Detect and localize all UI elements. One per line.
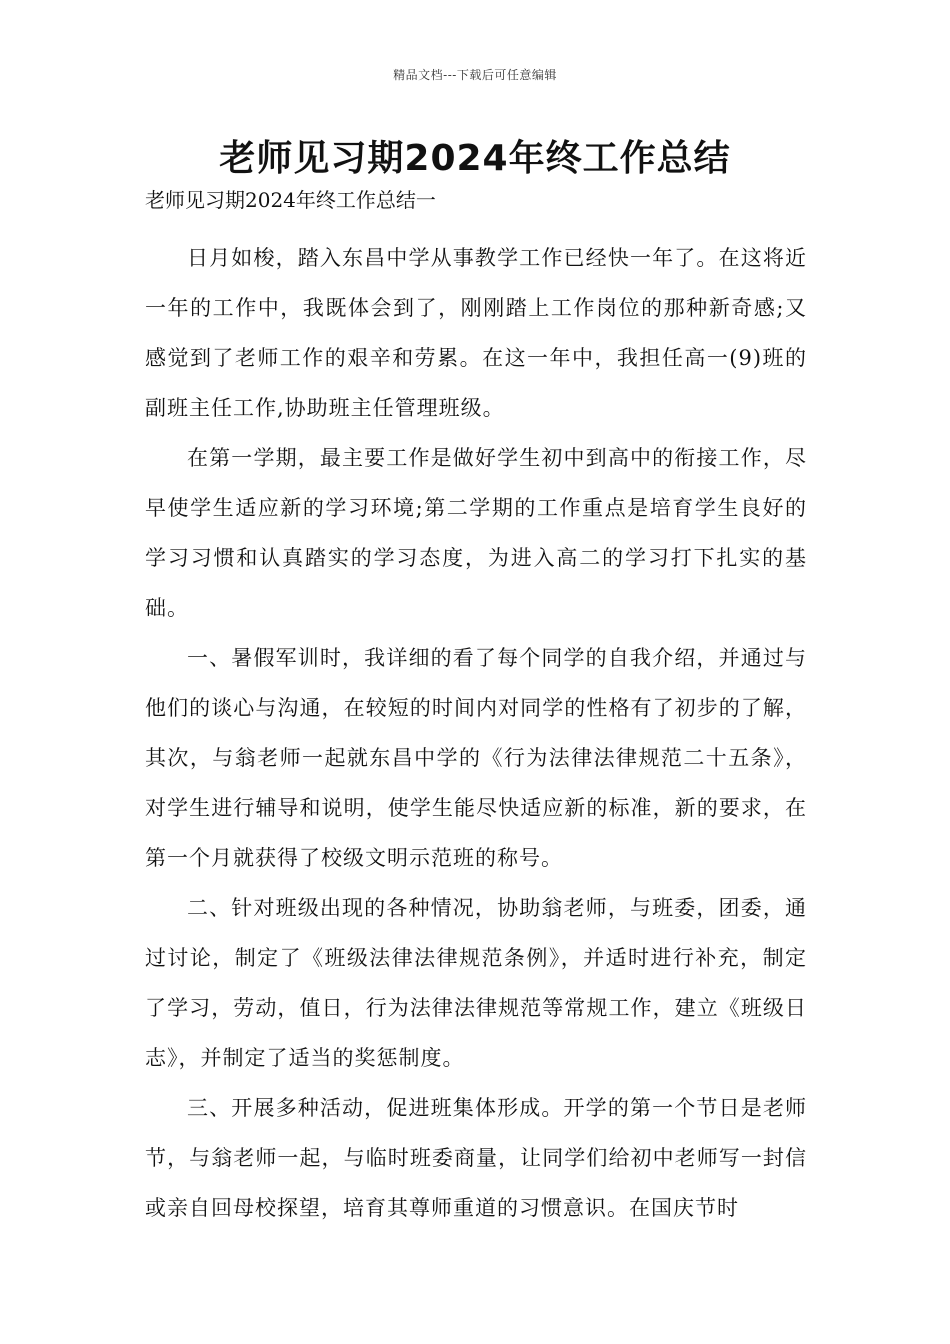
document-subtitle: 老师见习期2024年终工作总结一 (145, 188, 436, 212)
paragraph-5: 三、开展多种活动，促进班集体形成。开学的第一个节日是老师节，与翁老师一起，与临时班委商量，让同学们给初中老师写一封信或亲自回母校探望，培育其尊师重道的习惯意识。在国庆节时 (145, 1096, 807, 1220)
paragraph-4: 二、针对班级出现的各种情况，协助翁老师，与班委，团委，通过讨论，制定了《班级法律法律规范条例》，并适时进行补充，制定了学习，劳动，值日，行为法律法律规范等常规工作，建立《班级日志》，并制定了适当的奖惩制度。 (145, 896, 807, 1070)
paragraph-2: 在第一学期，最主要工作是做好学生初中到高中的衔接工作，尽早使学生适应新的学习环境;第二学期的工作重点是培育学生良好的学习习惯和认真踏实的学习态度，为进入高二的学习打下扎实的基础。 (145, 446, 807, 620)
paragraph-1: 日月如梭，踏入东昌中学从事教学工作已经快一年了。在这将近一年的工作中，我既体会到了，刚刚踏上工作岗位的那种新奇感;又感觉到了老师工作的艰辛和劳累。在这一年中，我担任高一(9)班的副班主任工作,协助班主任管理班级。 (145, 246, 807, 420)
header-note: 精品文档---下载后可任意编辑 (393, 68, 557, 82)
document-title: 老师见习期2024年终工作总结 (219, 138, 731, 179)
paragraph-3: 一、暑假军训时，我详细的看了每个同学的自我介绍，并通过与他们的谈心与沟通，在较短的时间内对同学的性格有了初步的了解，其次，与翁老师一起就东昌中学的《行为法律法律规范二十五条》，对学生进行辅导和说明，使学生能尽快适应新的标准，新的要求，在第一个月就获得了校级文明示范班的称号。 (145, 646, 807, 870)
document-body (145, 233, 807, 1233)
